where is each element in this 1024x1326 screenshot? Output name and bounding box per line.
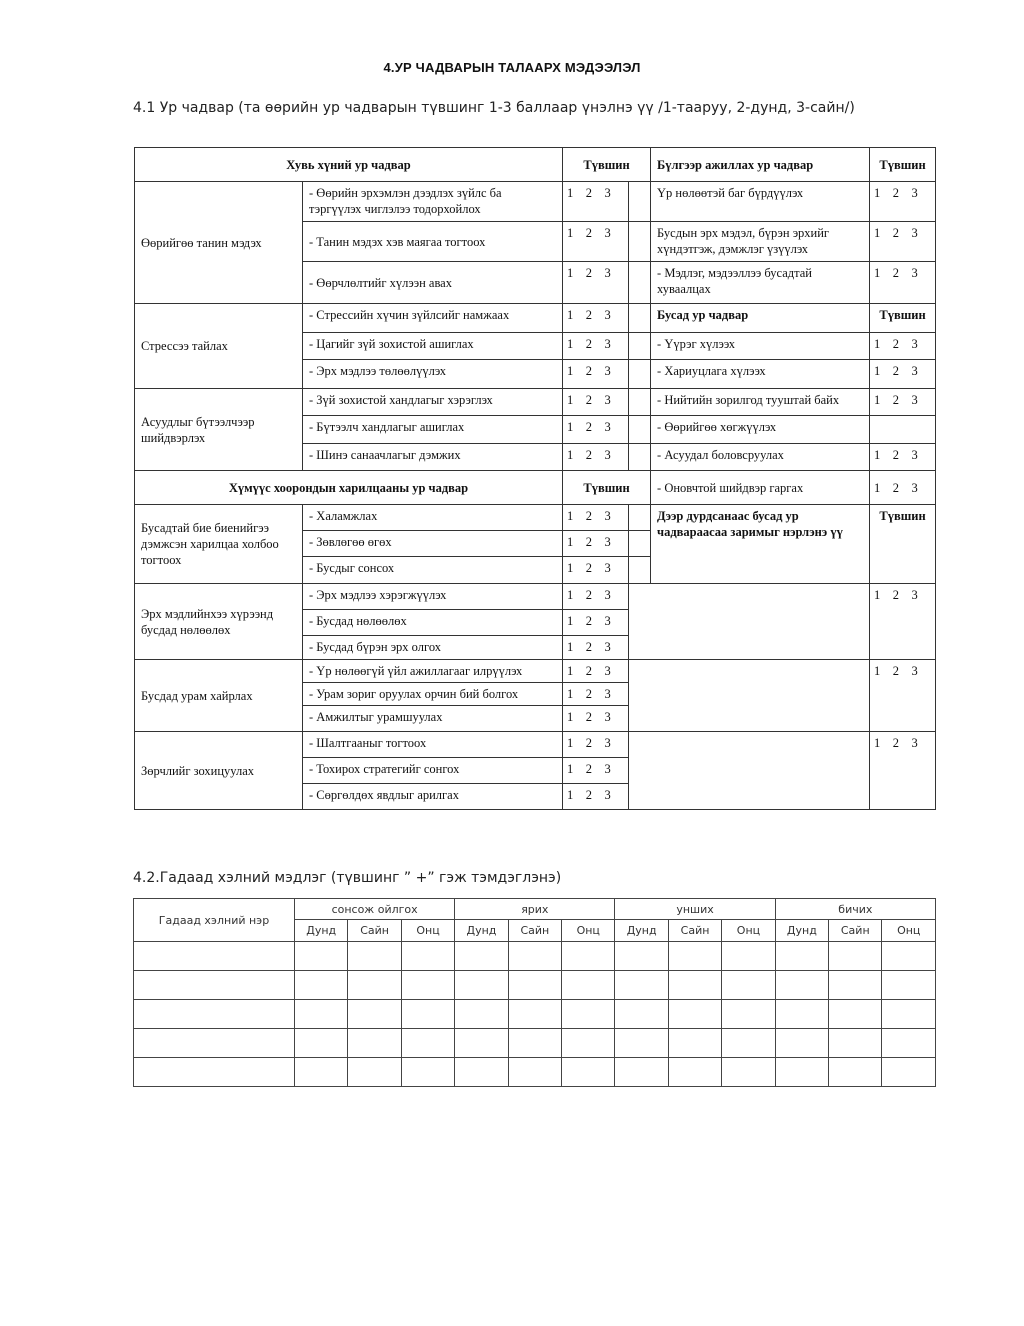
- other-skill-item: - Оновчтой шийдвэр гаргах: [651, 471, 870, 505]
- mark-cell[interactable]: [775, 1029, 828, 1058]
- mark-cell[interactable]: [615, 1000, 668, 1029]
- skill-item: - Эрх мэдлээ хэрэгжүүлэх: [303, 584, 563, 610]
- mark-cell[interactable]: [295, 942, 348, 971]
- mark-cell[interactable]: [508, 971, 561, 1000]
- mark-cell[interactable]: [775, 1058, 828, 1087]
- level-scale[interactable]: 1 2 3: [870, 660, 936, 732]
- mark-cell[interactable]: [562, 1029, 615, 1058]
- blank-cell[interactable]: [629, 416, 651, 444]
- level-header: Сайн: [668, 920, 721, 942]
- level-scale[interactable]: 1 2 3: [563, 584, 629, 610]
- skill-item: - Зүй зохистой хандлагыг хэрэглэх: [303, 389, 563, 416]
- mark-cell[interactable]: [615, 1029, 668, 1058]
- skill-item: - Шалтгааныг тогтоох: [303, 732, 563, 758]
- skill-group-name: Бусдад урам хайрлах: [135, 660, 303, 732]
- extra-skill-blank[interactable]: [629, 660, 870, 732]
- page-title: 4.УР ЧАДВАРЫН ТАЛААРХ МЭДЭЭЛЭЛ: [383, 60, 641, 75]
- table-row: [134, 1058, 936, 1087]
- level-scale[interactable]: 1 2 3: [870, 262, 936, 304]
- other-skill-item: - Хариуцлага хүлээх: [651, 360, 870, 389]
- level-scale[interactable]: 1 2 3: [870, 360, 936, 389]
- mark-cell[interactable]: [722, 1000, 775, 1029]
- level-scale[interactable]: 1 2 3: [563, 683, 629, 706]
- mark-cell[interactable]: [615, 942, 668, 971]
- table-row: [134, 942, 936, 971]
- header-language-name: Гадаад хэлний нэр: [134, 899, 295, 942]
- team-skill-item: Үр нөлөөтэй баг бүрдүүлэх: [651, 182, 870, 222]
- mark-cell[interactable]: [882, 942, 936, 971]
- mark-cell[interactable]: [722, 942, 775, 971]
- blank-cell[interactable]: [629, 444, 651, 471]
- level-scale[interactable]: 1 2 3: [563, 505, 629, 531]
- mark-cell[interactable]: [722, 1058, 775, 1087]
- other-skill-item: - Асуудал боловсруулах: [651, 444, 870, 471]
- mark-cell[interactable]: [882, 1058, 936, 1087]
- level-header: Онц: [562, 920, 615, 942]
- level-scale[interactable]: 1 2 3: [563, 262, 629, 304]
- extra-skill-blank[interactable]: [629, 732, 870, 810]
- mark-cell[interactable]: [775, 971, 828, 1000]
- header-level: Түвшин: [563, 148, 651, 182]
- mark-cell[interactable]: [401, 971, 454, 1000]
- mark-cell[interactable]: [829, 942, 882, 971]
- level-scale[interactable]: 1 2 3: [870, 333, 936, 360]
- mark-cell[interactable]: [348, 1058, 401, 1087]
- table-row: [134, 1000, 936, 1029]
- mark-cell[interactable]: [668, 942, 721, 971]
- language-cell[interactable]: [134, 1058, 295, 1087]
- team-skill-item: Бусдын эрх мэдэл, бүрэн эрхийг хүндэтгэж, дэмжлэг үзүүлэх: [651, 222, 870, 262]
- extra-skill-blank[interactable]: [629, 584, 870, 660]
- skill-group-name: Өөрийгөө танин мэдэх: [135, 182, 303, 304]
- mark-cell[interactable]: [829, 1029, 882, 1058]
- header-other-skills: Бусад ур чадвар: [651, 304, 870, 333]
- skill-item: - Эрх мэдлээ төлөөлүүлэх: [303, 360, 563, 389]
- skill-group-name: Бусадтай бие биенийгээ дэмжсэн харилцаа холбоо тогтоох: [135, 505, 303, 584]
- blank-cell[interactable]: [629, 222, 651, 262]
- skill-group-name: Зөрчлийг зохицуулах: [135, 732, 303, 810]
- skill-group-name: Эрх мэдлийнхээ хүрээнд бусдад нөлөөлөх: [135, 584, 303, 660]
- level-header: Сайн: [348, 920, 401, 942]
- level-scale[interactable]: 1 2 3: [563, 360, 629, 389]
- language-cell[interactable]: [134, 1000, 295, 1029]
- mark-cell[interactable]: [508, 942, 561, 971]
- mark-cell[interactable]: [455, 971, 508, 1000]
- level-scale[interactable]: 1 2 3: [563, 557, 629, 584]
- mark-cell[interactable]: [829, 1058, 882, 1087]
- mark-cell[interactable]: [295, 1029, 348, 1058]
- level-scale[interactable]: 1 2 3: [563, 706, 629, 732]
- mark-cell[interactable]: [455, 1029, 508, 1058]
- section-4-1-heading: 4.1 Ур чадвар (та өөрийн ур чадварын түвшинг 1-3 баллаар үнэлнэ үү /1-тааруу, 2-дунд, 3-сайн/): [133, 100, 855, 116]
- blank-cell[interactable]: [629, 360, 651, 389]
- mark-cell[interactable]: [668, 971, 721, 1000]
- other-skill-item: - Үүрэг хүлээх: [651, 333, 870, 360]
- level-scale[interactable]: 1 2 3: [563, 758, 629, 784]
- level-scale[interactable]: 1 2 3: [563, 304, 629, 333]
- blank-cell[interactable]: [629, 557, 651, 584]
- skill-item: - Бусдыг сонсох: [303, 557, 563, 584]
- level-scale[interactable]: 1 2 3: [870, 732, 936, 810]
- level-header: Сайн: [829, 920, 882, 942]
- header-extra-skills: Дээр дурдсанаас бусад ур чадвараасаа заримыг нэрлэнэ үү: [651, 505, 870, 584]
- header-interpersonal-skills: Хүмүүс хоорондын харилцааны ур чадвар: [135, 471, 563, 505]
- level-scale[interactable]: 1 2 3: [563, 732, 629, 758]
- skill-item: - Шинэ санаачлагыг дэмжих: [303, 444, 563, 471]
- mark-cell[interactable]: [508, 1058, 561, 1087]
- header-level: Түвшин: [563, 471, 651, 505]
- skill-item: - Өөрийн эрхэмлэн дээдлэх зүйлс ба тэргүүлэх чиглэлээ тодорхойлох: [303, 182, 563, 222]
- mark-cell[interactable]: [455, 1058, 508, 1087]
- blank-cell[interactable]: [629, 182, 651, 222]
- mark-cell[interactable]: [882, 1029, 936, 1058]
- other-skill-item: - Өөрийгөө хөгжүүлэх: [651, 416, 870, 444]
- mark-cell[interactable]: [562, 1000, 615, 1029]
- mark-cell[interactable]: [775, 1000, 828, 1029]
- skill-group-name: Асуудлыг бүтээлчээр шийдвэрлэх: [135, 389, 303, 471]
- header-speaking: ярих: [455, 899, 615, 920]
- level-header: Сайн: [508, 920, 561, 942]
- header-level: Түвшин: [870, 505, 936, 584]
- skill-item: - Урам зориг оруулах орчин бий болгох: [303, 683, 563, 706]
- level-scale[interactable]: 1 2 3: [870, 222, 936, 262]
- level-header: Онц: [722, 920, 775, 942]
- level-header: Онц: [882, 920, 936, 942]
- skills-table: [134, 147, 936, 810]
- language-cell[interactable]: [134, 1029, 295, 1058]
- level-scale[interactable]: 1 2 3: [563, 531, 629, 557]
- level-scale[interactable]: 1 2 3: [563, 660, 629, 683]
- skill-item: - Бусдад бүрэн эрх олгох: [303, 636, 563, 660]
- mark-cell[interactable]: [348, 1029, 401, 1058]
- skill-item: - Амжилтыг урамшуулах: [303, 706, 563, 732]
- level-header: Дунд: [455, 920, 508, 942]
- mark-cell[interactable]: [348, 1000, 401, 1029]
- level-scale[interactable]: 1 2 3: [563, 222, 629, 262]
- mark-cell[interactable]: [882, 1000, 936, 1029]
- mark-cell[interactable]: [668, 1058, 721, 1087]
- mark-cell[interactable]: [348, 942, 401, 971]
- header-personal-skills: Хувь хүний ур чадвар: [135, 148, 563, 182]
- blank-cell[interactable]: [629, 333, 651, 360]
- skill-item: - Үр нөлөөгүй үйл ажиллагааг илрүүлэх: [303, 660, 563, 683]
- blank-cell[interactable]: [629, 389, 651, 416]
- level-scale[interactable]: 1 2 3: [870, 471, 936, 505]
- skill-item: - Цагийг зүй зохистой ашиглах: [303, 333, 563, 360]
- mark-cell[interactable]: [401, 1000, 454, 1029]
- header-team-skills: Бүлгээр ажиллах ур чадвар: [651, 148, 870, 182]
- skill-item: - Бүтээлч хандлагыг ашиглах: [303, 416, 563, 444]
- mark-cell[interactable]: [401, 1029, 454, 1058]
- skill-item: - Тохирох стратегийг сонгох: [303, 758, 563, 784]
- mark-cell[interactable]: [562, 1058, 615, 1087]
- level-header: Дунд: [615, 920, 668, 942]
- header-listening: сонсож ойлгох: [295, 899, 455, 920]
- mark-cell[interactable]: [882, 971, 936, 1000]
- blank-cell[interactable]: [629, 531, 651, 557]
- mark-cell[interactable]: [775, 942, 828, 971]
- mark-cell[interactable]: [722, 971, 775, 1000]
- mark-cell[interactable]: [615, 971, 668, 1000]
- team-skill-item: - Мэдлэг, мэдээллээ бусадтай хуваалцах: [651, 262, 870, 304]
- skill-item: - Стрессийн хүчин зүйлсийг намжаах: [303, 304, 563, 333]
- header-level: Түвшин: [870, 304, 936, 333]
- mark-cell[interactable]: [508, 1029, 561, 1058]
- mark-cell[interactable]: [829, 1000, 882, 1029]
- level-scale[interactable]: 1 2 3: [870, 389, 936, 416]
- mark-cell[interactable]: [295, 1058, 348, 1087]
- mark-cell[interactable]: [562, 971, 615, 1000]
- level-scale[interactable]: 1 2 3: [563, 416, 629, 444]
- language-table: [133, 898, 936, 1087]
- mark-cell[interactable]: [722, 1029, 775, 1058]
- mark-cell[interactable]: [348, 971, 401, 1000]
- mark-cell[interactable]: [508, 1000, 561, 1029]
- skill-item: - Бусдад нөлөөлөх: [303, 610, 563, 636]
- table-row: [134, 971, 936, 1000]
- skill-group-name: Стрессээ тайлах: [135, 304, 303, 389]
- header-level: Түвшин: [870, 148, 936, 182]
- mark-cell[interactable]: [562, 942, 615, 971]
- mark-cell[interactable]: [295, 1000, 348, 1029]
- blank-cell[interactable]: [629, 262, 651, 304]
- mark-cell[interactable]: [829, 971, 882, 1000]
- mark-cell[interactable]: [401, 942, 454, 971]
- other-skill-item: - Нийтийн зорилгод тууштай байх: [651, 389, 870, 416]
- level-scale[interactable]: 1 2 3: [563, 389, 629, 416]
- level-header: Дунд: [775, 920, 828, 942]
- level-scale[interactable]: 1 2 3: [563, 784, 629, 810]
- mark-cell[interactable]: [401, 1058, 454, 1087]
- skill-item: - Зөвлөгөө өгөх: [303, 531, 563, 557]
- level-scale[interactable]: 1 2 3: [870, 584, 936, 660]
- skill-item: - Сөргөлдөх явдлыг арилгах: [303, 784, 563, 810]
- level-scale[interactable]: 1 2 3: [563, 610, 629, 636]
- section-4-2-heading: 4.2.Гадаад хэлний мэдлэг (түвшинг ” +” гэж тэмдэглэнэ): [133, 870, 562, 886]
- skill-item: - Өөрчлөлтийг хүлээн авах: [303, 262, 563, 304]
- level-scale[interactable]: 1 2 3: [563, 333, 629, 360]
- skill-item: - Танин мэдэх хэв маягаа тогтоох: [303, 222, 563, 262]
- language-cell[interactable]: [134, 971, 295, 1000]
- header-writing: бичих: [775, 899, 935, 920]
- mark-cell[interactable]: [455, 942, 508, 971]
- level-scale[interactable]: 1 2 3: [563, 444, 629, 471]
- level-header: Дунд: [295, 920, 348, 942]
- skill-item: - Халамжлах: [303, 505, 563, 531]
- blank-cell[interactable]: [870, 416, 936, 444]
- level-scale[interactable]: 1 2 3: [870, 182, 936, 222]
- mark-cell[interactable]: [668, 1000, 721, 1029]
- level-scale[interactable]: 1 2 3: [563, 636, 629, 660]
- mark-cell[interactable]: [615, 1058, 668, 1087]
- level-scale[interactable]: 1 2 3: [870, 444, 936, 471]
- language-cell[interactable]: [134, 942, 295, 971]
- blank-cell[interactable]: [629, 304, 651, 333]
- mark-cell[interactable]: [295, 971, 348, 1000]
- level-scale[interactable]: 1 2 3: [563, 182, 629, 222]
- blank-cell[interactable]: [629, 505, 651, 531]
- level-header: Онц: [401, 920, 454, 942]
- header-reading: унших: [615, 899, 775, 920]
- table-row: [134, 1029, 936, 1058]
- mark-cell[interactable]: [455, 1000, 508, 1029]
- mark-cell[interactable]: [668, 1029, 721, 1058]
